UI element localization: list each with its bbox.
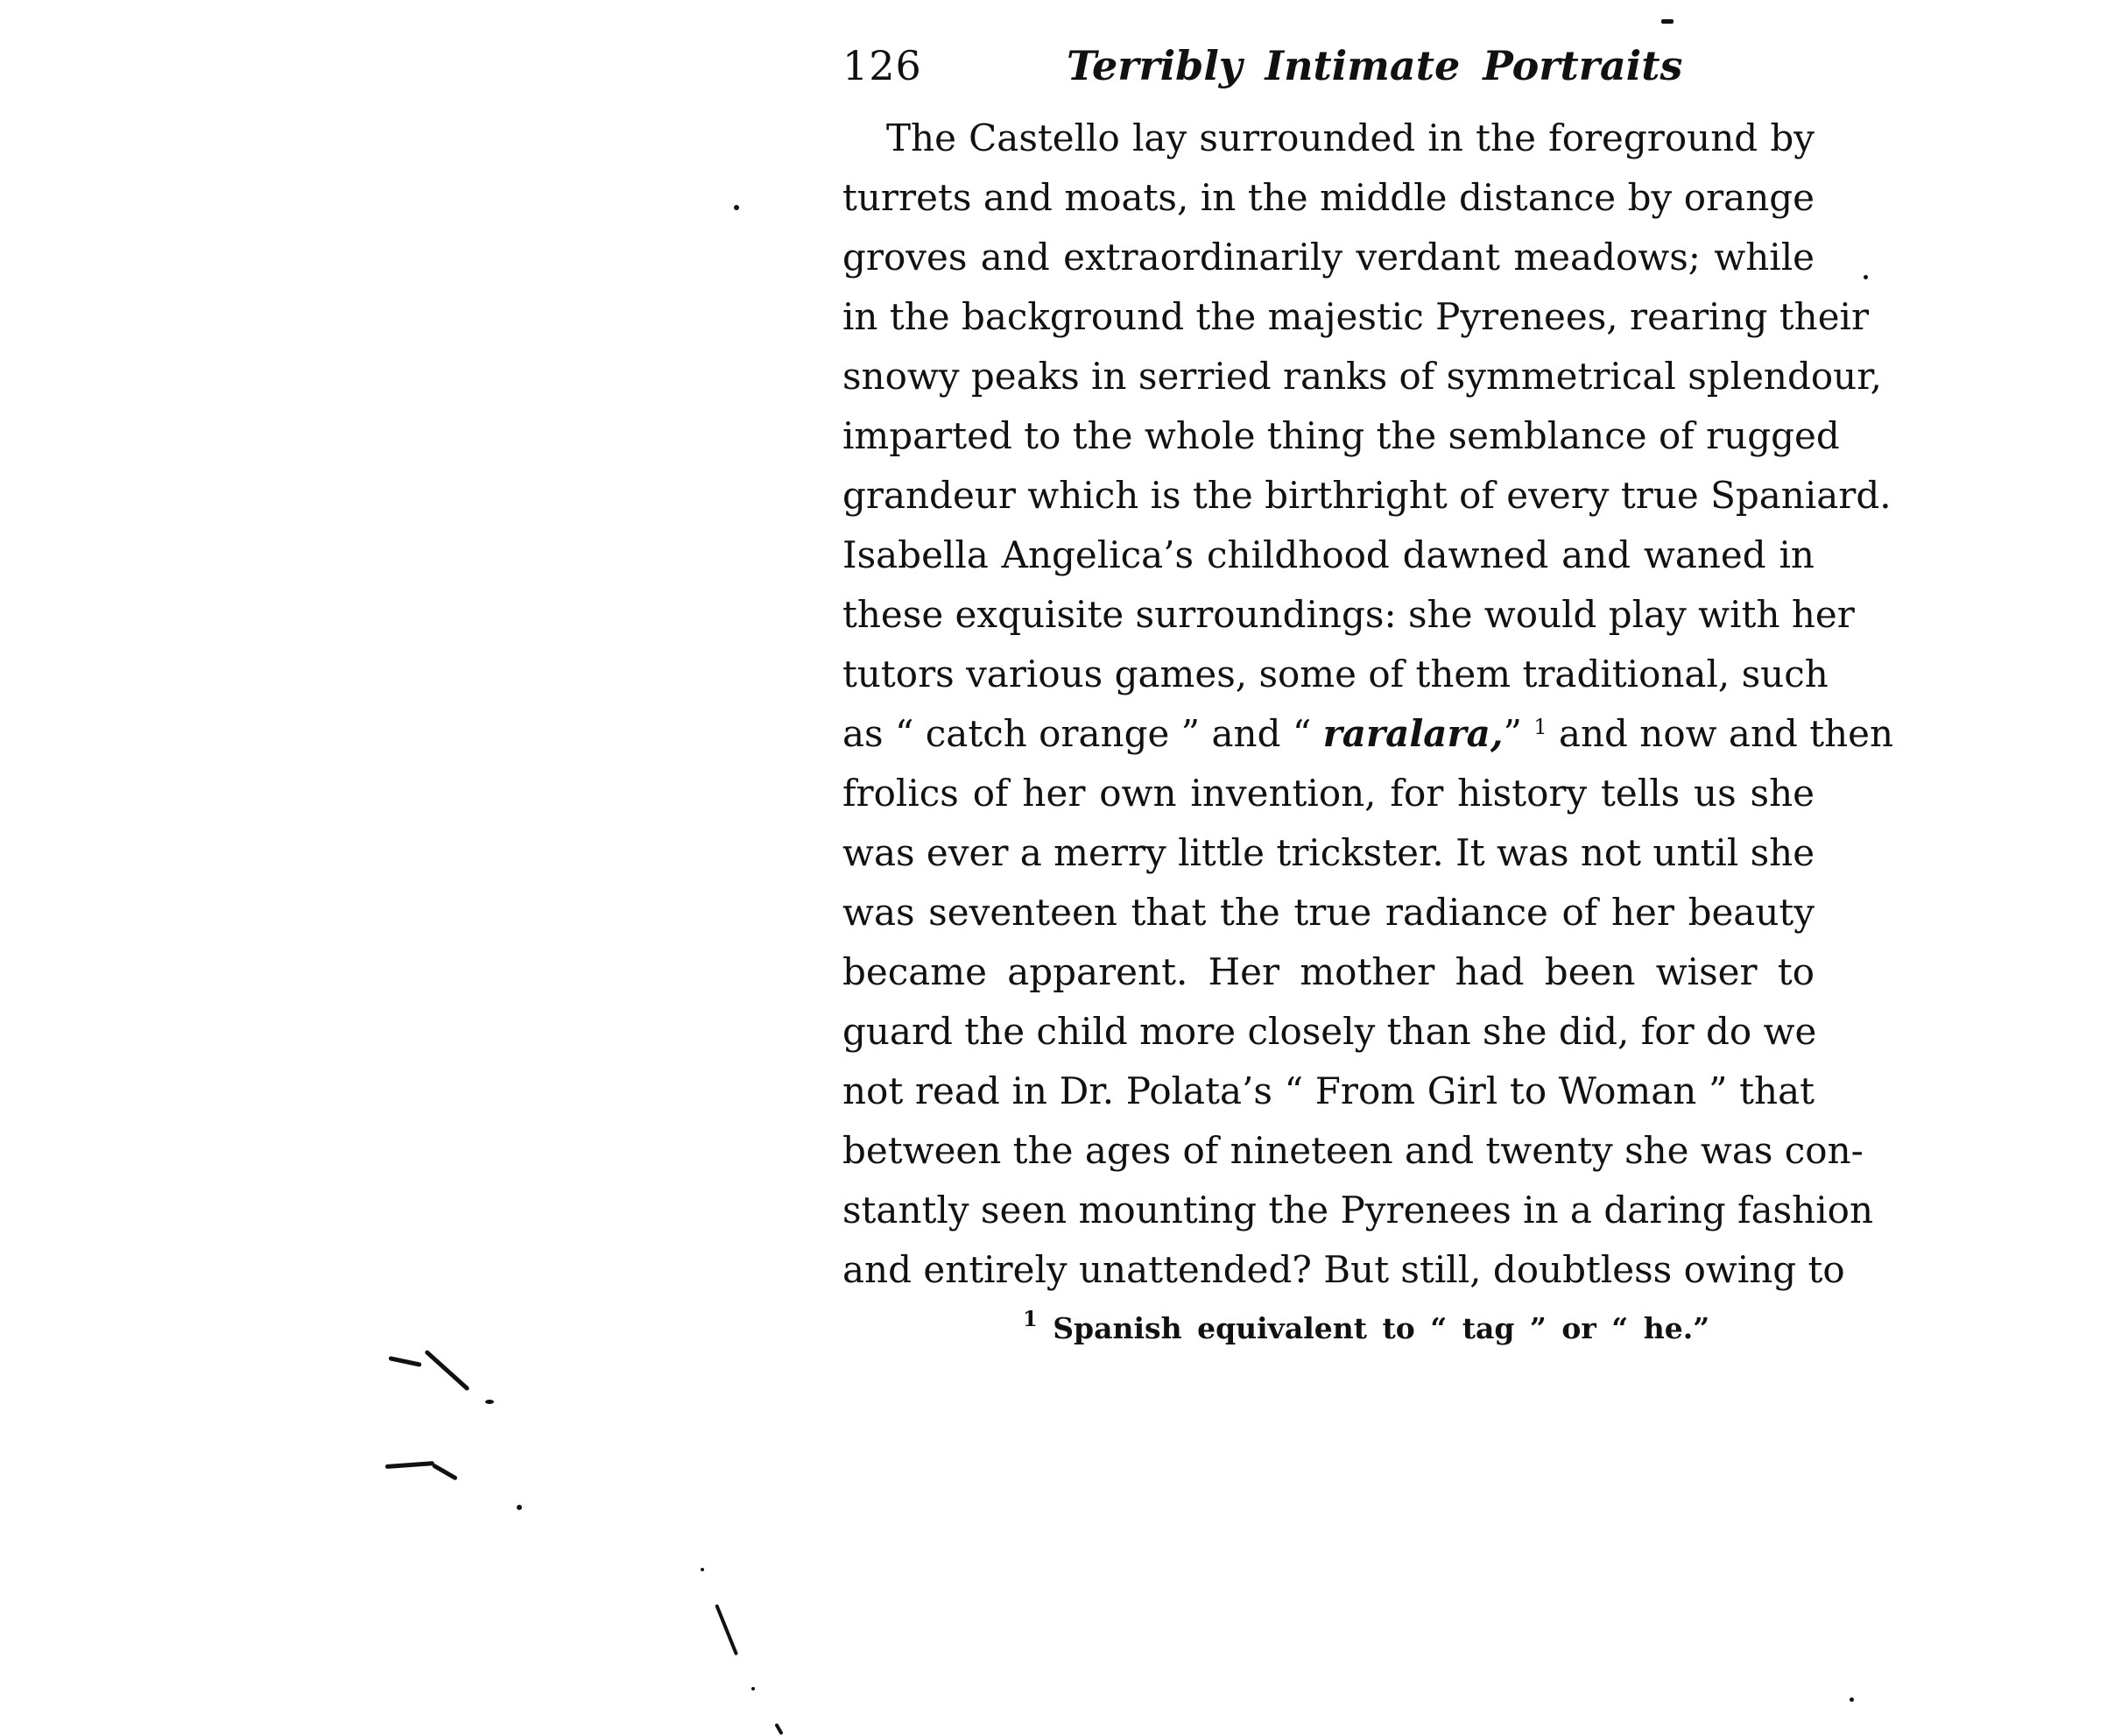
running-title: Terribly Intimate Portraits [1067, 42, 1683, 89]
scan-speck [485, 1400, 494, 1404]
text-line: became apparent. Her mother had been wiser to [842, 950, 1815, 993]
text-line: was seventeen that the true radiance of her beauty [842, 891, 1815, 934]
scan-speck [1661, 19, 1674, 24]
page-number: 126 [842, 42, 922, 89]
text-line: turrets and moats, in the middle distance by orange [842, 176, 1815, 219]
italic-term: raralara, [1322, 712, 1504, 755]
scan-speck [1850, 1697, 1854, 1702]
text-line: groves and extraordinarily verdant meadows; while [842, 236, 1815, 279]
text-line: in the background the majestic Pyrenees, rearing their [842, 295, 1870, 338]
text-line: stantly seen mounting the Pyrenees in a daring fashion [842, 1189, 1874, 1231]
scan-stroke [432, 1463, 458, 1480]
text-line: imparted to the whole thing the semblance of rugged [842, 414, 1840, 457]
scan-stroke [388, 1356, 421, 1367]
footnote-reference: 1 [1533, 715, 1547, 739]
scan-stroke [774, 1723, 783, 1735]
text-line: guard the child more closely than she did, for do we [842, 1010, 1817, 1053]
text-line-with-footnote-ref [842, 704, 1894, 764]
scan-speck [734, 205, 739, 210]
scan-stroke [385, 1461, 434, 1469]
text-line: The Castello lay surrounded in the foreground by [886, 116, 1815, 159]
body-text [842, 109, 1894, 1300]
text-line: grandeur which is the birthright of every true Spaniard. [842, 474, 1892, 517]
page-header [842, 35, 1815, 96]
line-segment: and now and then [1547, 712, 1894, 755]
scan-stroke [715, 1604, 738, 1655]
scan-speck [701, 1568, 704, 1571]
text-line: tutors various games, some of them traditional, such [842, 653, 1829, 695]
footnote [1023, 1307, 1709, 1351]
text-line: was ever a merry little trickster. It was not until she [842, 831, 1815, 874]
text-line: between the ages of nineteen and twenty she was con- [842, 1129, 1864, 1172]
text-line: not read in Dr. Polata’s “ From Girl to Woman ” that [842, 1069, 1815, 1112]
text-line: frolics of her own invention, for history tells us she [842, 772, 1815, 815]
footnote-text: Spanish equivalent to “ tag ” or “ he.” [1053, 1311, 1710, 1345]
text-line: these exquisite surroundings: she would play with her [842, 593, 1855, 636]
text-line: and entirely unattended? But still, doubtless owing to [842, 1248, 1845, 1291]
closing-quote: ” [1503, 712, 1522, 755]
scan-speck [517, 1505, 522, 1510]
footnote-marker: 1 [1023, 1306, 1038, 1331]
scan-stroke [424, 1350, 469, 1392]
scan-speck [751, 1687, 755, 1690]
text-line: snowy peaks in serried ranks of symmetrical splendour, [842, 355, 1883, 398]
scan-speck [1864, 275, 1868, 279]
line-segment: as “ catch orange ” and “ [842, 712, 1312, 755]
text-line: Isabella Angelica’s childhood dawned and waned in [842, 533, 1815, 576]
